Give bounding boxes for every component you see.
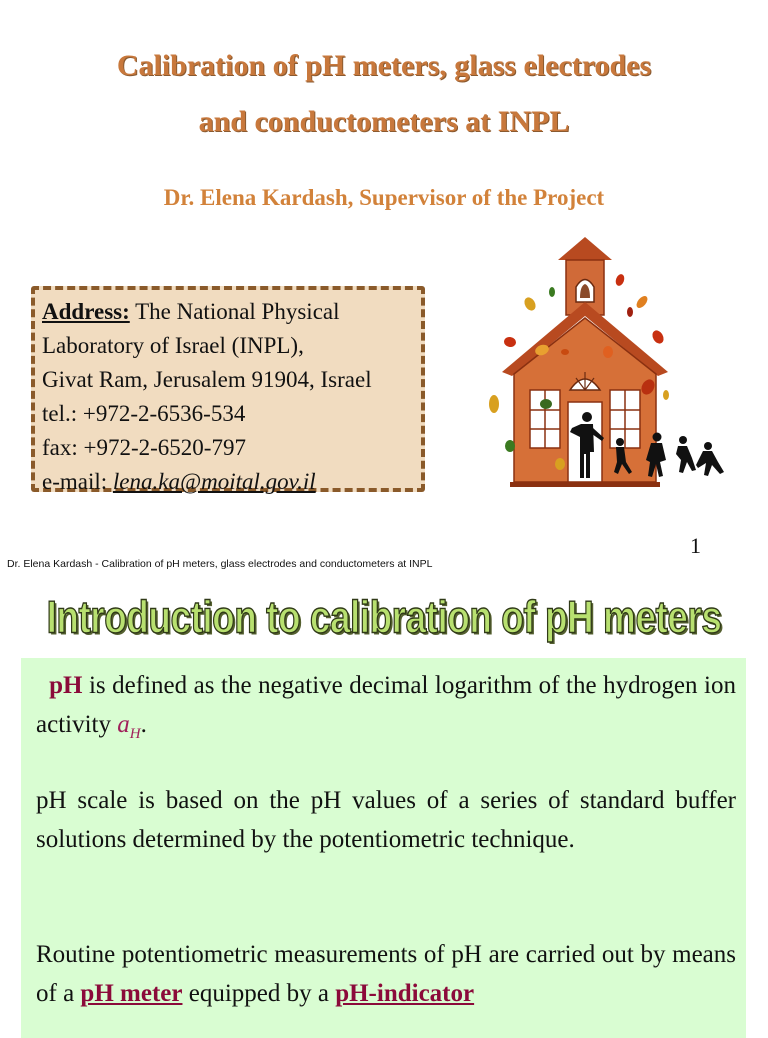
title-line-2: and conductometers at INPL (198, 105, 570, 138)
ph-term: pH (49, 672, 83, 699)
title-line-1: Calibration of pH meters, glass electrodes (116, 49, 652, 82)
ph-definition-end: . (140, 711, 147, 738)
address-label: Address: (42, 299, 130, 324)
author-subtitle: Dr. Elena Kardash, Supervisor of the Project (163, 185, 605, 210)
ph-definition-text: is defined as the negative decimal logarithm of the hydrogen ion activity (36, 672, 736, 738)
slide-2 (0, 575, 768, 1024)
activity-symbol (117, 711, 141, 742)
fax-line: fax: +972-2-6520-797 (42, 435, 246, 460)
paragraph-ph-definition (36, 666, 736, 754)
slide-title (0, 38, 768, 150)
ph-indicator-term: pH-indicator (335, 980, 475, 1007)
paragraph-ph-scale: pH scale is based on the pH values of a series of standard buffer solutions determined by the potentiometric technique. (36, 787, 736, 853)
activity-symbol-a: a (117, 711, 130, 738)
phone-line: tel.: +972-2-6536-534 (42, 401, 246, 426)
address-box (31, 286, 425, 492)
address-line-2: Laboratory of Israel (INPL), (42, 333, 304, 358)
address-line-1-text: The National Physical (129, 299, 340, 324)
address-line-3: Givat Ram, Jerusalem 91904, Israel (42, 367, 372, 392)
address-line-1 (42, 295, 421, 329)
schoolhouse-icon (480, 232, 730, 494)
indent (36, 672, 49, 699)
email-label: e-mail: (42, 469, 113, 494)
measurements-text-2: equipped by a (182, 980, 336, 1007)
page-number: 1 (690, 533, 701, 558)
email-link[interactable]: lena.ka@moital.gov.il (112, 469, 316, 494)
email-line (42, 465, 421, 499)
paragraph-measurements (36, 935, 736, 1013)
activity-symbol-subscript: H (129, 726, 141, 742)
ph-meter-term: pH meter (80, 980, 183, 1007)
measurements-text-1: Routine potentiometric measurements of pH are carried out by means of a (36, 941, 736, 1007)
slide-footer: Dr. Elena Kardash - Calibration of pH meters, glass electrodes and conductometers at INPL (7, 558, 433, 570)
slide-2-title: Introduction to calibration of pH meters (46, 592, 722, 643)
